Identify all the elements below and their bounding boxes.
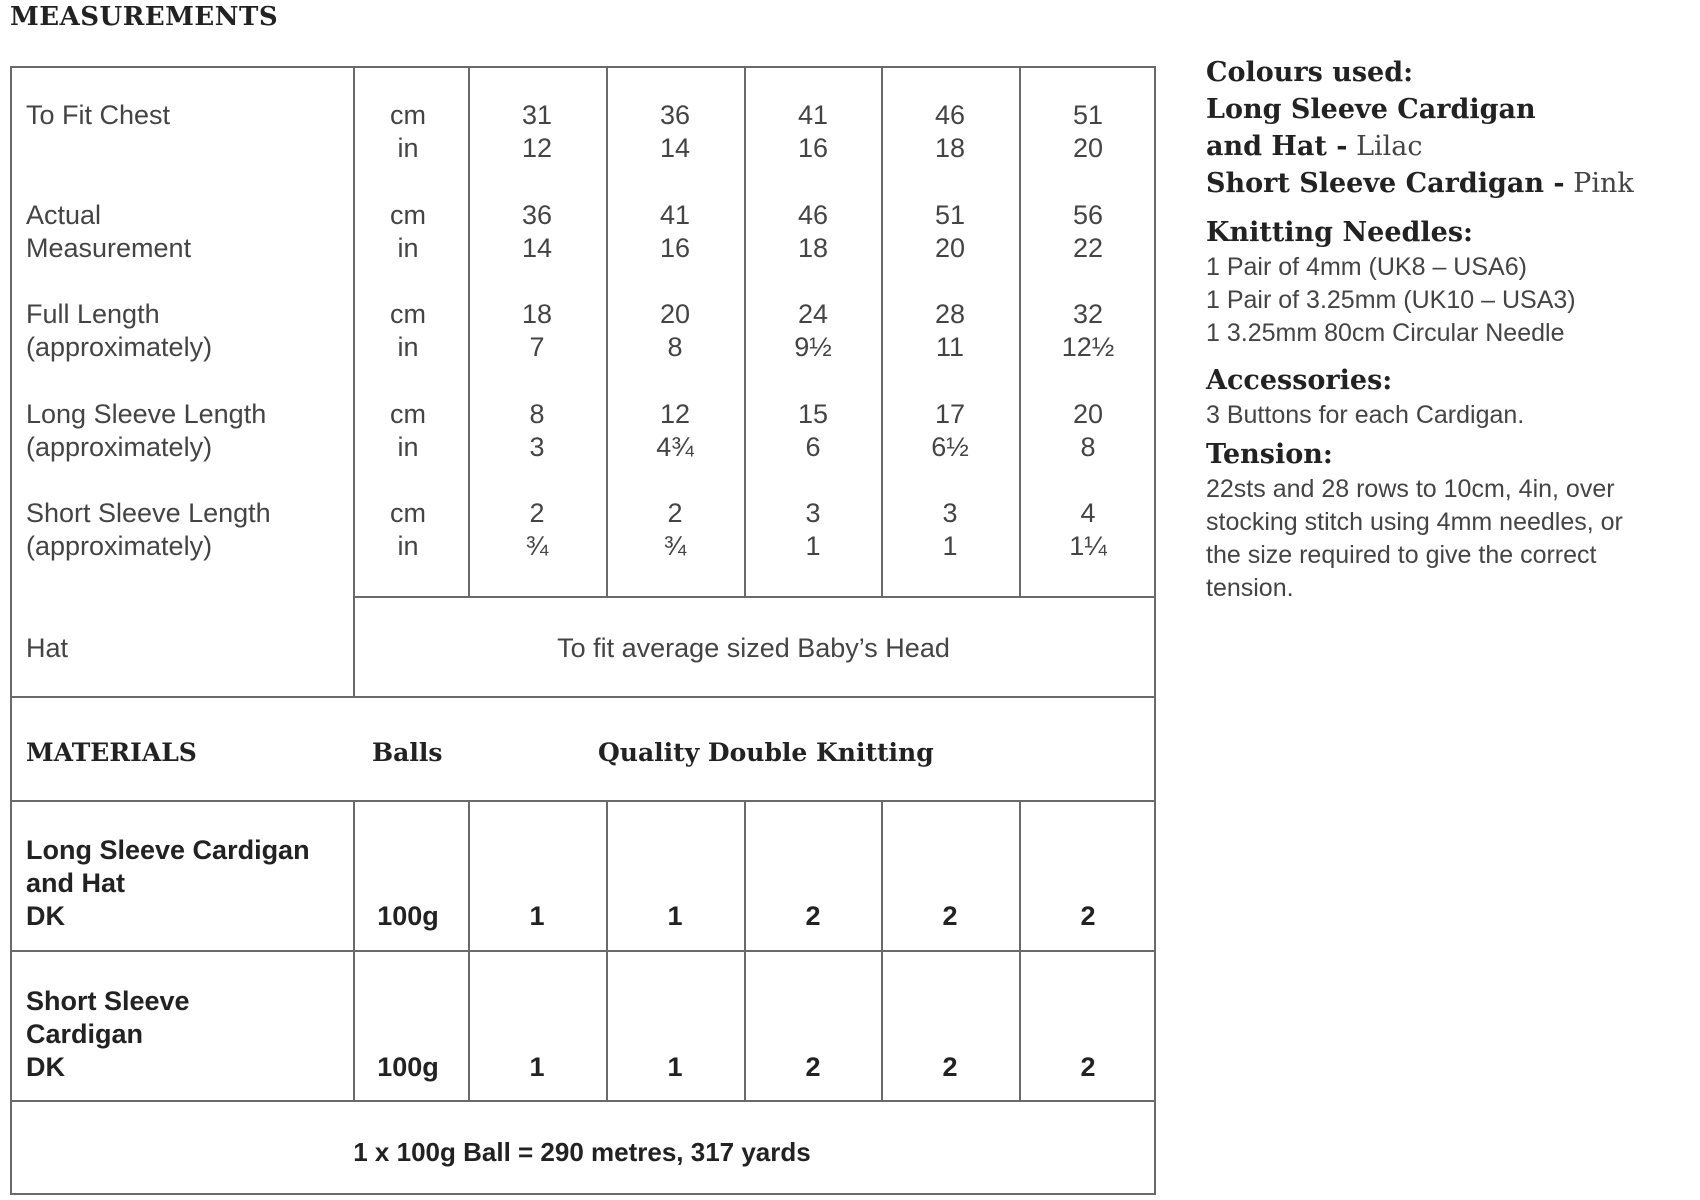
size-value: 18 [797,233,829,263]
size-value: 41 [659,200,691,230]
size-value: 1¼ [1069,531,1107,561]
size-value: 20 [1072,133,1104,163]
measurement-label: To Fit Chest [26,100,171,130]
table-rule-vertical [10,66,12,1193]
size-value: 7 [529,332,545,362]
size-value: 46 [934,100,966,130]
needles-heading: Knitting Needles: [1206,217,1473,248]
size-value: 2 [667,498,683,528]
size-value: 20 [1072,399,1104,429]
size-value: 18 [521,299,553,329]
hat-label: Hat [26,633,69,663]
colour-line [1206,128,1696,165]
colour-line [1206,91,1696,128]
table-rule-horizontal [353,596,1156,598]
size-value: 51 [1072,100,1104,130]
measurement-label: Measurement [26,233,192,263]
measurement-label: Short Sleeve Length [26,498,271,528]
size-value: 31 [521,100,553,130]
size-value: 3 [529,432,545,462]
needles-list [1206,251,1696,350]
material-label: Short Sleeve [26,986,190,1016]
ball-count: 2 [805,1052,821,1082]
unit-label: in [397,133,419,163]
colour-name: Lilac [1347,131,1423,162]
measurement-label: Long Sleeve Length [26,399,267,429]
colour-item: Long Sleeve Cardigan [1206,94,1536,125]
needle-item: 1 Pair of 4mm (UK8 – USA6) [1206,253,1527,281]
yardage-footer: 1 x 100g Ball = 290 metres, 317 yards [353,1137,811,1167]
material-label: and Hat [26,868,126,898]
size-value: 2 [529,498,545,528]
size-value: 1 [942,531,958,561]
tension-line: stocking stitch using 4mm needles, or [1206,508,1623,536]
size-value: 4 [1080,498,1096,528]
material-label: Cardigan [26,1019,144,1049]
size-value: 3 [805,498,821,528]
measurement-label: Actual [26,200,102,230]
ball-count: 2 [805,901,821,931]
material-label: DK [26,901,65,931]
info-column [1206,54,1696,605]
material-label: Long Sleeve Cardigan [26,835,310,865]
balls-heading: Balls [372,738,443,767]
size-value: 8 [1080,432,1096,462]
size-value: 12½ [1061,332,1115,362]
material-label: DK [26,1052,65,1082]
colour-name: Pink [1564,168,1634,199]
size-value: 6 [805,432,821,462]
accessory-item: 3 Buttons for each Cardigan. [1206,401,1525,429]
colour-line [1206,165,1696,202]
unit-label: cm [390,100,426,130]
unit-label: in [397,531,419,561]
table-rule-horizontal [10,950,1156,952]
unit-label: in [397,332,419,362]
size-value: 36 [521,200,553,230]
size-value: 22 [1072,233,1104,263]
table-rule-horizontal [10,1100,1156,1102]
hat-size-text: To fit average sized Baby’s Head [557,633,950,663]
size-value: 14 [521,233,553,263]
tension-line: the size required to give the correct [1206,541,1597,569]
needle-item: 1 Pair of 3.25mm (UK10 – USA3) [1206,286,1576,314]
needle-item: 1 3.25mm 80cm Circular Needle [1206,319,1565,347]
size-value: ¾ [525,531,549,561]
ball-weight: 100g [377,901,439,931]
table-rule-horizontal [10,66,1156,68]
size-value: 28 [934,299,966,329]
size-value: 12 [659,399,691,429]
size-value: 20 [934,233,966,263]
unit-label: cm [390,498,426,528]
tension-line: 22sts and 28 rows to 10cm, 4in, over [1206,475,1615,503]
size-value: 8 [667,332,683,362]
ball-count: 2 [942,901,958,931]
unit-label: cm [390,200,426,230]
table-rule-horizontal [10,696,1156,698]
yarn-heading: Quality Double Knitting [598,738,934,767]
size-value: 41 [797,100,829,130]
unit-label: in [397,432,419,462]
size-value: 14 [659,133,691,163]
size-value: 16 [659,233,691,263]
measurement-label: (approximately) [26,531,213,561]
ball-count: 2 [1080,901,1096,931]
unit-label: in [397,233,419,263]
colours-list [1206,91,1696,202]
colour-item: and Hat - [1206,131,1348,162]
colour-item: Short Sleeve Cardigan - [1206,168,1565,199]
measurement-label: (approximately) [26,432,213,462]
size-value: 46 [797,200,829,230]
size-value: 20 [659,299,691,329]
size-value: 17 [934,399,966,429]
unit-label: cm [390,399,426,429]
measurement-label: (approximately) [26,332,213,362]
tension-line: tension. [1206,574,1294,602]
ball-count: 1 [529,1052,545,1082]
ball-count: 2 [942,1052,958,1082]
accessories-heading: Accessories: [1206,365,1393,396]
tension-heading: Tension: [1206,439,1333,470]
size-value: 11 [935,332,965,362]
size-value: 8 [529,399,545,429]
accessories-list [1206,399,1696,432]
measurement-label: Full Length [26,299,160,329]
size-value: 9½ [794,332,832,362]
size-value: 36 [659,100,691,130]
size-value: 18 [934,133,966,163]
size-value: 51 [934,200,966,230]
size-value: ¾ [663,531,687,561]
ball-count: 1 [667,901,683,931]
ball-count: 1 [667,1052,683,1082]
page-title: MEASUREMENTS [10,2,279,32]
colours-heading: Colours used: [1206,57,1414,88]
ball-weight: 100g [377,1052,439,1082]
materials-heading: MATERIALS [26,738,197,767]
size-value: 6½ [931,432,969,462]
size-value: 1 [805,531,821,561]
ball-count: 2 [1080,1052,1096,1082]
size-value: 4¾ [656,432,694,462]
size-value: 16 [797,133,829,163]
size-value: 56 [1072,200,1104,230]
ball-count: 1 [529,901,545,931]
size-value: 24 [797,299,829,329]
size-value: 3 [942,498,958,528]
unit-label: cm [390,299,426,329]
size-value: 12 [521,133,553,163]
tension-text [1206,473,1696,605]
size-value: 15 [797,399,829,429]
table-rule-horizontal [10,1193,1156,1195]
table-rule-horizontal [10,800,1156,802]
size-value: 32 [1072,299,1104,329]
